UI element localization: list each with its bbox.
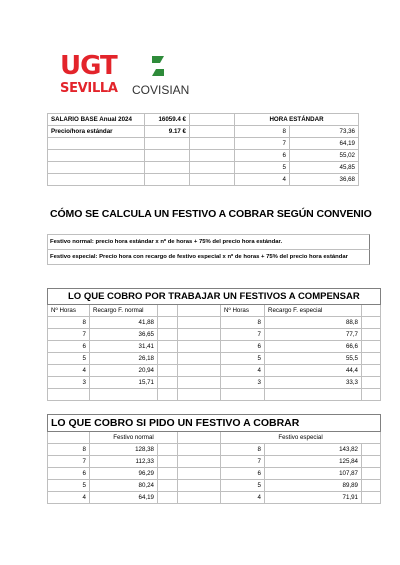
recargo-normal-cell: 15,71 [90,377,158,389]
table-row [48,377,381,389]
table-row [48,492,381,504]
hora-horas: 4 [235,174,290,186]
hora-valor: 45,85 [290,162,359,174]
col-header-horas: Nº Horas [48,305,90,317]
col-header-festivo-especial: Festivo especial [221,432,381,444]
festivo-especial-cell: 89,89 [265,480,362,492]
hora-valor: 73,36 [290,126,359,138]
salary-row-base [48,114,359,126]
festivo-normal-cell: 96,29 [90,468,158,480]
recargo-normal-cell: 26,18 [90,353,158,365]
festivo-especial-cell: 143,82 [265,444,362,456]
recargo-especial-cell: 44,4 [265,365,362,377]
horas-cell: 3 [48,377,90,389]
section-title: CÓMO SE CALCULA UN FESTIVO A COBRAR SEGÚN CONVENIO [50,208,372,220]
horas-cell: 5 [48,353,90,365]
salary-hour-label: Precio/hora estándar [48,126,145,138]
table-row-empty [48,389,381,401]
hora-horas: 5 [235,162,290,174]
recargo-normal-cell: 41,88 [90,317,158,329]
horas-cell: 4 [48,492,90,504]
note-festivo-especial: Festivo especial: Precio hora con recargo de festivo especial x nº de horas + 75% del precio hora estándar [47,249,370,265]
horas-cell: 8 [221,317,265,329]
horas-cell: 4 [48,365,90,377]
cobrar-header-row [48,432,381,444]
recargo-especial-cell: 77,7 [265,329,362,341]
col-header-festivo-normal: Festivo normal [90,432,178,444]
table-row [48,456,381,468]
table-row [48,468,381,480]
festivo-normal-cell: 128,38 [90,444,158,456]
horas-cell: 5 [48,480,90,492]
hora-horas: 7 [235,138,290,150]
col-header-recargo-normal: Recargo F. normal [90,305,158,317]
andalusia-flag-icon [150,56,166,76]
logo-city: SEVILLA [60,81,118,96]
recargo-especial-cell: 33,3 [265,377,362,389]
horas-cell: 7 [221,329,265,341]
cobrar-table [47,414,381,504]
recargo-especial-cell: 66,6 [265,341,362,353]
cobrar-title-row [48,415,381,432]
table-row [48,480,381,492]
salary-row-hour [48,126,359,138]
compensar-header-row [48,305,381,317]
table-row [48,444,381,456]
festivo-normal-cell: 80,24 [90,480,158,492]
hora-valor: 64,19 [290,138,359,150]
salary-base-label: SALARIO BASE Anual 2024 [48,114,145,126]
ugt-sevilla-covisian-logo [60,52,220,100]
logo-company: COVISIAN [132,83,190,97]
recargo-especial-cell: 88,8 [265,317,362,329]
horas-cell: 3 [221,377,265,389]
col-header-horas-2: Nº Horas [221,305,265,317]
recargo-normal-cell: 31,41 [90,341,158,353]
horas-cell: 6 [221,341,265,353]
horas-cell: 7 [48,456,90,468]
horas-cell: 8 [221,444,265,456]
recargo-normal-cell: 20,94 [90,365,158,377]
horas-cell: 7 [221,456,265,468]
cobrar-title: LO QUE COBRO SI PIDO UN FESTIVO A COBRAR [48,415,381,432]
horas-cell: 6 [48,468,90,480]
hora-estandar-header: HORA ESTÁNDAR [235,114,359,126]
festivo-normal-cell: 64,19 [90,492,158,504]
festivo-especial-cell: 107,87 [265,468,362,480]
festivo-normal-cell: 112,33 [90,456,158,468]
salary-hour-value: 9.17 € [145,126,190,138]
compensar-title: LO QUE COBRO POR TRABAJAR UN FESTIVOS A COMPENSAR [48,289,381,305]
hora-valor: 55,02 [290,150,359,162]
recargo-normal-cell: 36,65 [90,329,158,341]
horas-cell: 4 [221,492,265,504]
logo-brand: UGT [60,51,117,81]
hora-valor: 36,68 [290,174,359,186]
horas-cell: 6 [48,341,90,353]
table-row [48,365,381,377]
table-row [48,174,359,186]
compensar-title-row [48,289,381,305]
horas-cell: 7 [48,329,90,341]
salary-table [47,113,359,186]
table-row [48,341,381,353]
horas-cell: 5 [221,480,265,492]
compensar-table [47,288,381,401]
salary-base-value: 16059.4 € [145,114,190,126]
horas-cell: 6 [221,468,265,480]
note-festivo-normal: Festivo normal: precio hora estándar x nº de horas + 75% del precio hora estándar. [47,234,370,249]
festivo-especial-cell: 125,84 [265,456,362,468]
horas-cell: 8 [48,317,90,329]
table-row [48,329,381,341]
col-header-recargo-especial: Recargo F. especial [265,305,362,317]
recargo-especial-cell: 55,5 [265,353,362,365]
hora-horas: 6 [235,150,290,162]
calculation-notes [47,234,370,265]
horas-cell: 8 [48,444,90,456]
festivo-especial-cell: 71,91 [265,492,362,504]
horas-cell: 4 [221,365,265,377]
hora-horas: 8 [235,126,290,138]
table-row [48,317,381,329]
table-row [48,162,359,174]
table-row [48,353,381,365]
table-row [48,150,359,162]
horas-cell: 5 [221,353,265,365]
table-row [48,138,359,150]
